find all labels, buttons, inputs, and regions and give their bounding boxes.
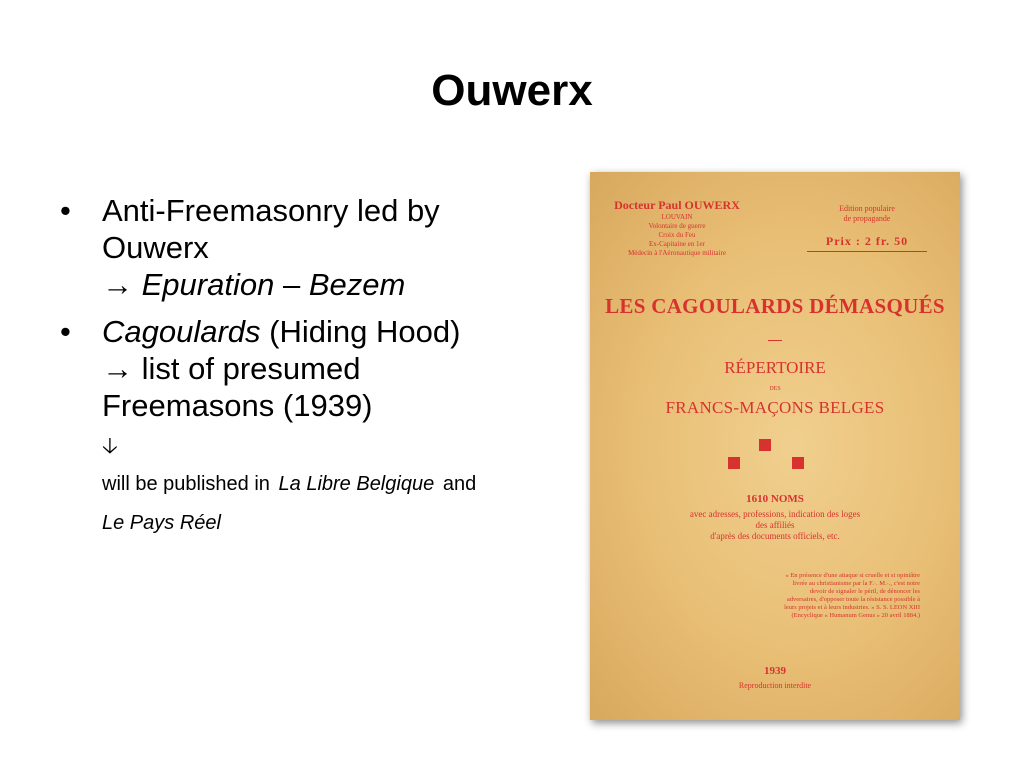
cover-address-block: [650, 509, 900, 542]
cover-edition-2: de propagande: [843, 214, 891, 223]
epuration-text: Epuration: [141, 267, 275, 302]
bullet-2-text: (Hiding Hood) → list of presumed Freemasons (1939): [102, 314, 461, 423]
la-libre-belgique-text: La Libre Belgique: [278, 473, 435, 495]
cover-quote: « En présence d'une attaque si cruelle et si opiniâtre livrée au christianisme par la F.·. M.·., c'est notre devoir de signaler le péril, de dénoncer les adversaires, d'opposer toute la résistance possible à leurs projets et à leurs industries. » S. S. LEON XIII (Encyclique « Humanum Genus » 20 avril 1884.): [784, 572, 920, 619]
cover-author-line: LOUVAIN: [661, 213, 693, 221]
le-pays-reel-text: Le Pays Réel: [102, 512, 221, 534]
cover-main-title: LES CAGOULARDS DÉMASQUÉS: [605, 294, 945, 318]
red-square-icon: [728, 457, 740, 469]
red-square-icon: [759, 439, 771, 451]
cover-price-block: [802, 204, 932, 252]
slide-title: Ouwerx: [431, 66, 593, 115]
cagoulards-text: Cagoulards: [102, 314, 261, 349]
cover-author-line: Croix du Feu: [658, 231, 696, 239]
bullet-dot: •: [60, 314, 71, 349]
cover-price: Prix : 2 fr. 50: [825, 234, 909, 248]
cover-divider: [768, 340, 782, 341]
cover-address-line: des affiliés: [755, 520, 795, 530]
cover-francs-macons: FRANCS-MAÇONS BELGES: [665, 398, 885, 417]
arrow-icon: →: [102, 267, 133, 302]
bullet-item-2: [60, 313, 500, 539]
bullet-item-1: [60, 192, 500, 303]
cover-author-line: Ex-Capitaine en 1er: [649, 240, 705, 248]
dash-text: –: [282, 267, 301, 302]
bullet-list: [60, 192, 500, 549]
bezem-text: Bezem: [308, 267, 406, 302]
cover-edition: Edition populaire: [839, 204, 895, 213]
cover-address-line: d'après des documents officiels, etc.: [710, 531, 840, 541]
price-underline: [807, 251, 927, 252]
bullet-dot: •: [60, 193, 71, 228]
booklet-cover-image: [590, 172, 960, 720]
cover-author-block: [604, 198, 750, 258]
cover-address-line: avec adresses, professions, indication des loges: [689, 509, 861, 519]
cover-author-line: Volontaire de guerre: [648, 222, 706, 230]
cover-repertoire: RÉPERTOIRE: [724, 358, 826, 377]
down-arrow-icon: 🡣: [102, 433, 118, 458]
published-in-text: will be published in: [102, 473, 270, 495]
cover-reproduction: Reproduction interdite: [738, 681, 812, 690]
and-text: and: [442, 473, 477, 495]
cover-author: Docteur Paul OUWERX: [614, 198, 740, 212]
red-square-icon: [792, 457, 804, 469]
cover-author-line: Médecin à l'Aéronautique militaire: [628, 249, 726, 257]
bullet-1-text: Anti-Freemasonry led by Ouwerx: [102, 193, 440, 265]
cover-des: DES: [769, 386, 781, 392]
cover-noms: 1610 NOMS: [746, 493, 804, 505]
cover-year: 1939: [764, 665, 786, 677]
